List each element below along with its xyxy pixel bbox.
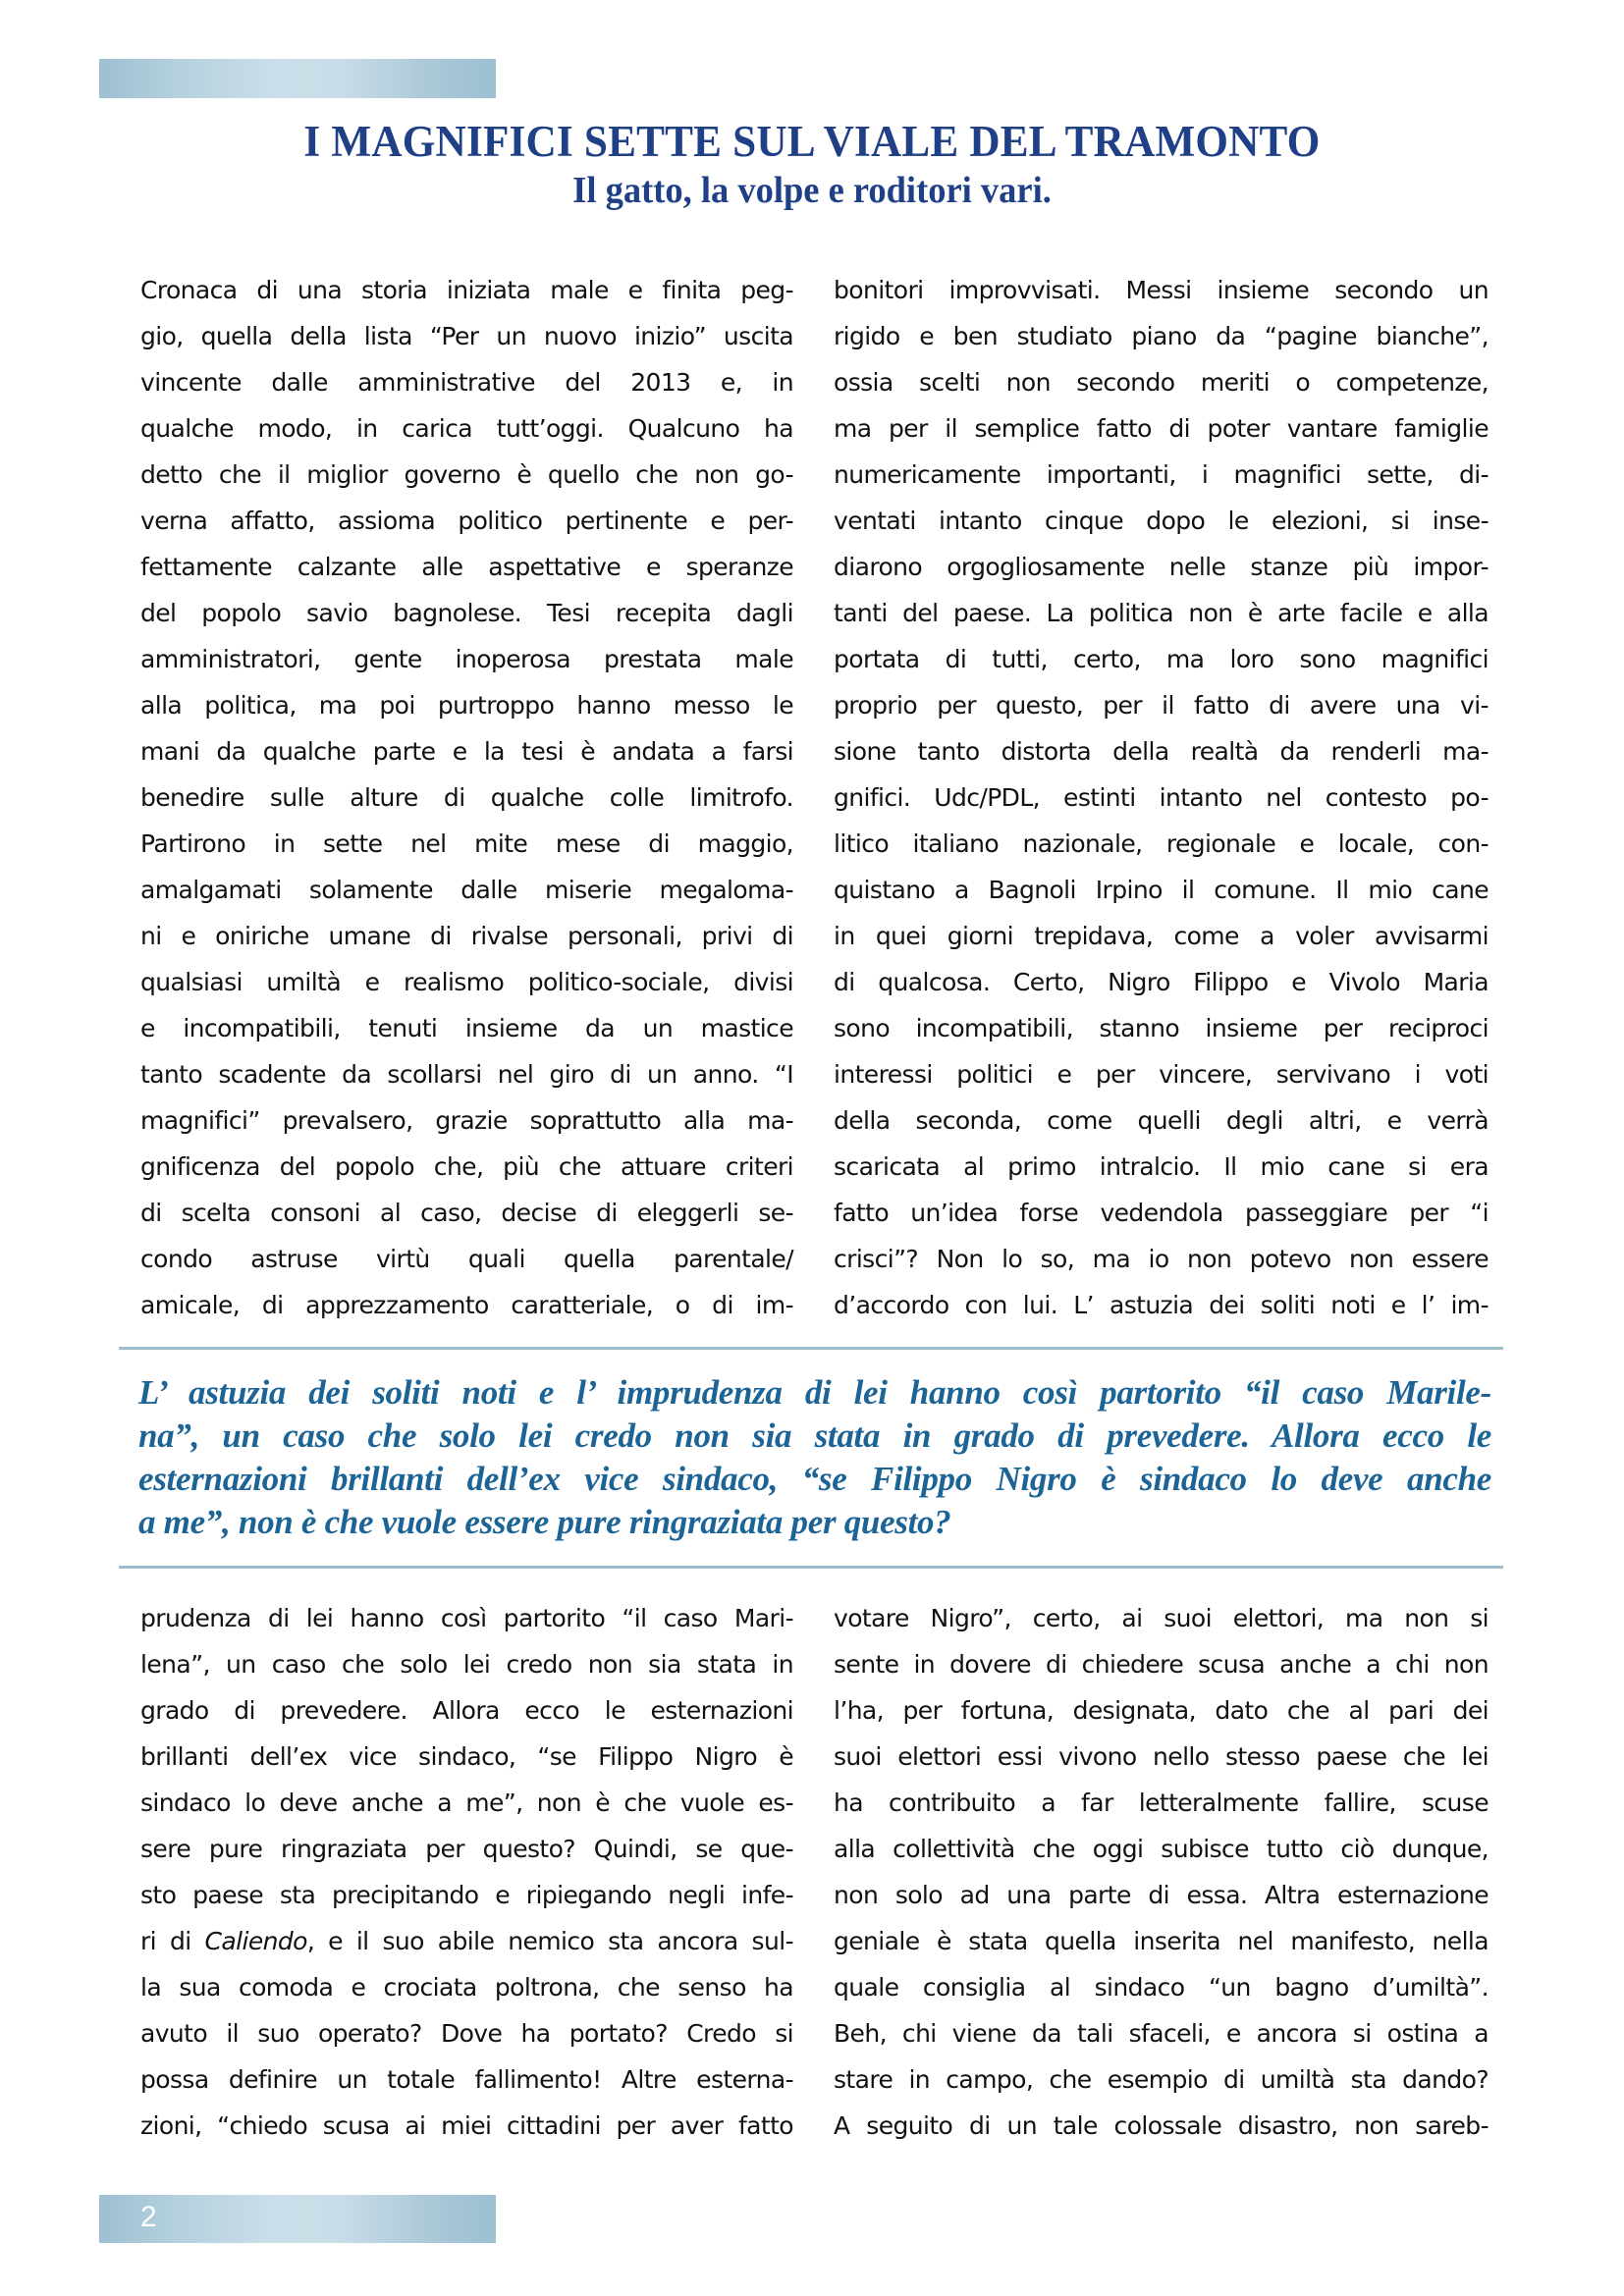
body-line: numericamente importanti, i magnifici sette, di- bbox=[834, 460, 1489, 489]
body-line: gio, quella della lista “Per un nuovo inizio” uscita bbox=[140, 322, 793, 350]
body-line: ma per il semplice fatto di poter vantare famiglie bbox=[834, 414, 1489, 443]
body-line: Cronaca di una storia iniziata male e finita peg- bbox=[140, 276, 793, 304]
pullquote-bottom-divider bbox=[119, 1566, 1503, 1569]
body-line: prudenza di lei hanno così partorito “il caso Mari- bbox=[140, 1604, 793, 1632]
body-line: d’accordo con lui. L’ astuzia dei soliti noti e l’ im- bbox=[834, 1291, 1489, 1319]
body-line: di scelta consoni al caso, decise di eleggerli se- bbox=[140, 1199, 793, 1227]
body-line: interessi politici e per vincere, servivano i voti bbox=[834, 1060, 1489, 1089]
body-line: quale consiglia al sindaco “un bagno d’umiltà”. bbox=[834, 1973, 1489, 2002]
body-line: geniale è stata quella inserita nel manifesto, nella bbox=[834, 1927, 1489, 1955]
body-line: gnificenza del popolo che, più che attuare criteri bbox=[140, 1152, 793, 1181]
body-line: A seguito di un tale colossale disastro, non sareb- bbox=[834, 2111, 1489, 2140]
body-line: Beh, chi viene da tali sfaceli, e ancora si ostina a bbox=[834, 2019, 1489, 2048]
body-line: alla collettività che oggi subisce tutto ciò dunque, bbox=[834, 1835, 1489, 1863]
body-line: sindaco lo deve anche a me”, non è che vuole es- bbox=[140, 1789, 793, 1817]
body-column-top-right bbox=[834, 267, 1489, 1328]
body-line: crisci”? Non lo so, ma io non potevo non essere bbox=[834, 1245, 1489, 1273]
body-line: tanti del paese. La politica non è arte facile e alla bbox=[834, 599, 1489, 627]
italic-name-caliendo: Caliendo bbox=[204, 1927, 307, 1955]
body-line: ventati intanto cinque dopo le elezioni, si inse- bbox=[834, 507, 1489, 535]
body-line: rigido e ben studiato piano da “pagine bianche”, bbox=[834, 322, 1489, 350]
body-line: zioni, “chiedo scusa ai miei cittadini per aver fatto bbox=[140, 2111, 793, 2140]
body-line: condo astruse virtù quali quella parentale/ bbox=[140, 1245, 793, 1273]
article-title: I MAGNIFICI SETTE SUL VIALE DEL TRAMONTO bbox=[303, 117, 1321, 166]
body-line: della seconda, come quelli degli altri, e verrà bbox=[834, 1106, 1489, 1135]
body-line: amicale, di apprezzamento caratteriale, o di im- bbox=[140, 1291, 793, 1319]
body-line: ni e oniriche umane di rivalse personali, privi di bbox=[140, 922, 793, 950]
body-line: sione tanto distorta della realtà da renderli ma- bbox=[834, 737, 1489, 766]
body-line: votare Nigro”, certo, ai suoi elettori, ma non si bbox=[834, 1604, 1489, 1632]
body-line: in quei giorni trepidava, come a voler avvisarmi bbox=[834, 922, 1489, 950]
body-line: amalgamati solamente dalle miserie megaloma- bbox=[140, 876, 793, 904]
body-line: qualsiasi umiltà e realismo politico-sociale, divisi bbox=[140, 968, 793, 996]
body-line: benedire sulle alture di qualche colle limitrofo. bbox=[140, 783, 793, 812]
pull-quote-line: L’ astuzia dei soliti noti e l’ imprudenza di lei hanno così partorito “il caso Marile- bbox=[138, 1373, 1491, 1412]
body-text-fragment: , e il suo abile nemico sta ancora sul- bbox=[306, 1927, 793, 1955]
body-line: sono incompatibili, stanno insieme per reciproci bbox=[834, 1014, 1489, 1042]
body-line: alla politica, ma poi purtroppo hanno messo le bbox=[140, 691, 793, 720]
body-line: del popolo savio bagnolese. Tesi recepita dagli bbox=[140, 599, 793, 627]
body-line: sto paese sta precipitando e ripiegando negli infe- bbox=[140, 1881, 793, 1909]
body-line: e incompatibili, tenuti insieme da un mastice bbox=[140, 1014, 793, 1042]
body-line: brillanti dell’ex vice sindaco, “se Filippo Nigro è bbox=[140, 1742, 793, 1771]
body-line: Partirono in sette nel mite mese di maggio, bbox=[140, 829, 793, 858]
body-line: fettamente calzante alle aspettative e speranze bbox=[140, 553, 793, 581]
body-column-top-left bbox=[140, 267, 793, 1328]
page-number: 2 bbox=[140, 2201, 157, 2233]
footer-decorative-bar bbox=[99, 2195, 496, 2243]
body-line: avuto il suo operato? Dove ha portato? Credo si bbox=[140, 2019, 793, 2048]
body-line: gnifici. Udc/PDL, estinti intanto nel contesto po- bbox=[834, 783, 1489, 812]
body-line: ha contribuito a far letteralmente fallire, scuse bbox=[834, 1789, 1489, 1817]
body-line: ossia scelti non secondo meriti o competenze, bbox=[834, 368, 1489, 397]
body-line: l’ha, per fortuna, designata, dato che al pari dei bbox=[834, 1696, 1489, 1725]
body-line: portata di tutti, certo, ma loro sono magnifici bbox=[834, 645, 1489, 673]
header-decorative-bar bbox=[99, 59, 496, 98]
body-line: bonitori improvvisati. Messi insieme secondo un bbox=[834, 276, 1489, 304]
body-line: sere pure ringraziata per questo? Quindi, se que- bbox=[140, 1835, 793, 1863]
body-column-bottom-left bbox=[140, 1595, 793, 2149]
body-line: proprio per questo, per il fatto di avere una vi- bbox=[834, 691, 1489, 720]
body-line: qualche modo, in carica tutt’oggi. Qualcuno ha bbox=[140, 414, 793, 443]
body-text-fragment: ri di bbox=[140, 1927, 205, 1955]
pull-quote bbox=[138, 1371, 1491, 1544]
body-line: possa definire un totale fallimento! Altre esterna- bbox=[140, 2065, 793, 2094]
body-line: amministratori, gente inoperosa prestata male bbox=[140, 645, 793, 673]
body-line: suoi elettori essi vivono nello stesso paese che lei bbox=[834, 1742, 1489, 1771]
body-line: magnifici” prevalsero, grazie soprattutto alla ma- bbox=[140, 1106, 793, 1135]
pullquote-top-divider bbox=[119, 1347, 1503, 1350]
body-line: diarono orgogliosamente nelle stanze più impor- bbox=[834, 553, 1489, 581]
body-line: detto che il miglior governo è quello che non go- bbox=[140, 460, 793, 489]
body-line: fatto un’idea forse vedendola passeggiare per “i bbox=[834, 1199, 1489, 1227]
body-line: grado di prevedere. Allora ecco le esternazioni bbox=[140, 1696, 793, 1725]
body-line: tanto scadente da scollarsi nel giro di un anno. “I bbox=[140, 1060, 793, 1089]
body-line: sente in dovere di chiedere scusa anche a chi non bbox=[834, 1650, 1489, 1679]
body-line: stare in campo, che esempio di umiltà sta dando? bbox=[834, 2065, 1489, 2094]
body-line-with-italic bbox=[140, 1918, 793, 1964]
body-column-bottom-right bbox=[834, 1595, 1489, 2149]
pull-quote-line: esternazioni brillanti dell’ex vice sindaco, “se Filippo Nigro è sindaco lo deve anche bbox=[138, 1460, 1491, 1498]
body-line: non solo ad una parte di essa. Altra esternazione bbox=[834, 1881, 1489, 1909]
body-line: quistano a Bagnoli Irpino il comune. Il mio cane bbox=[834, 876, 1489, 904]
body-line: di qualcosa. Certo, Nigro Filippo e Vivolo Maria bbox=[834, 968, 1489, 996]
article-subtitle: Il gatto, la volpe e roditori vari. bbox=[572, 170, 1052, 211]
body-line: vincente dalle amministrative del 2013 e, in bbox=[140, 368, 793, 397]
body-line: la sua comoda e crociata poltrona, che senso ha bbox=[140, 1973, 793, 2002]
pull-quote-line: na”, un caso che solo lei credo non sia stata in grado di prevedere. Allora ecco le bbox=[138, 1416, 1491, 1455]
body-line: scaricata al primo intralcio. Il mio cane si era bbox=[834, 1152, 1489, 1181]
body-line: verna affatto, assioma politico pertinente e per- bbox=[140, 507, 793, 535]
body-line: litico italiano nazionale, regionale e locale, con- bbox=[834, 829, 1489, 858]
body-line: mani da qualche parte e la tesi è andata a farsi bbox=[140, 737, 793, 766]
body-line: lena”, un caso che solo lei credo non sia stata in bbox=[140, 1650, 793, 1679]
pull-quote-line: a me”, non è che vuole essere pure ringraziata per questo? bbox=[138, 1503, 951, 1541]
